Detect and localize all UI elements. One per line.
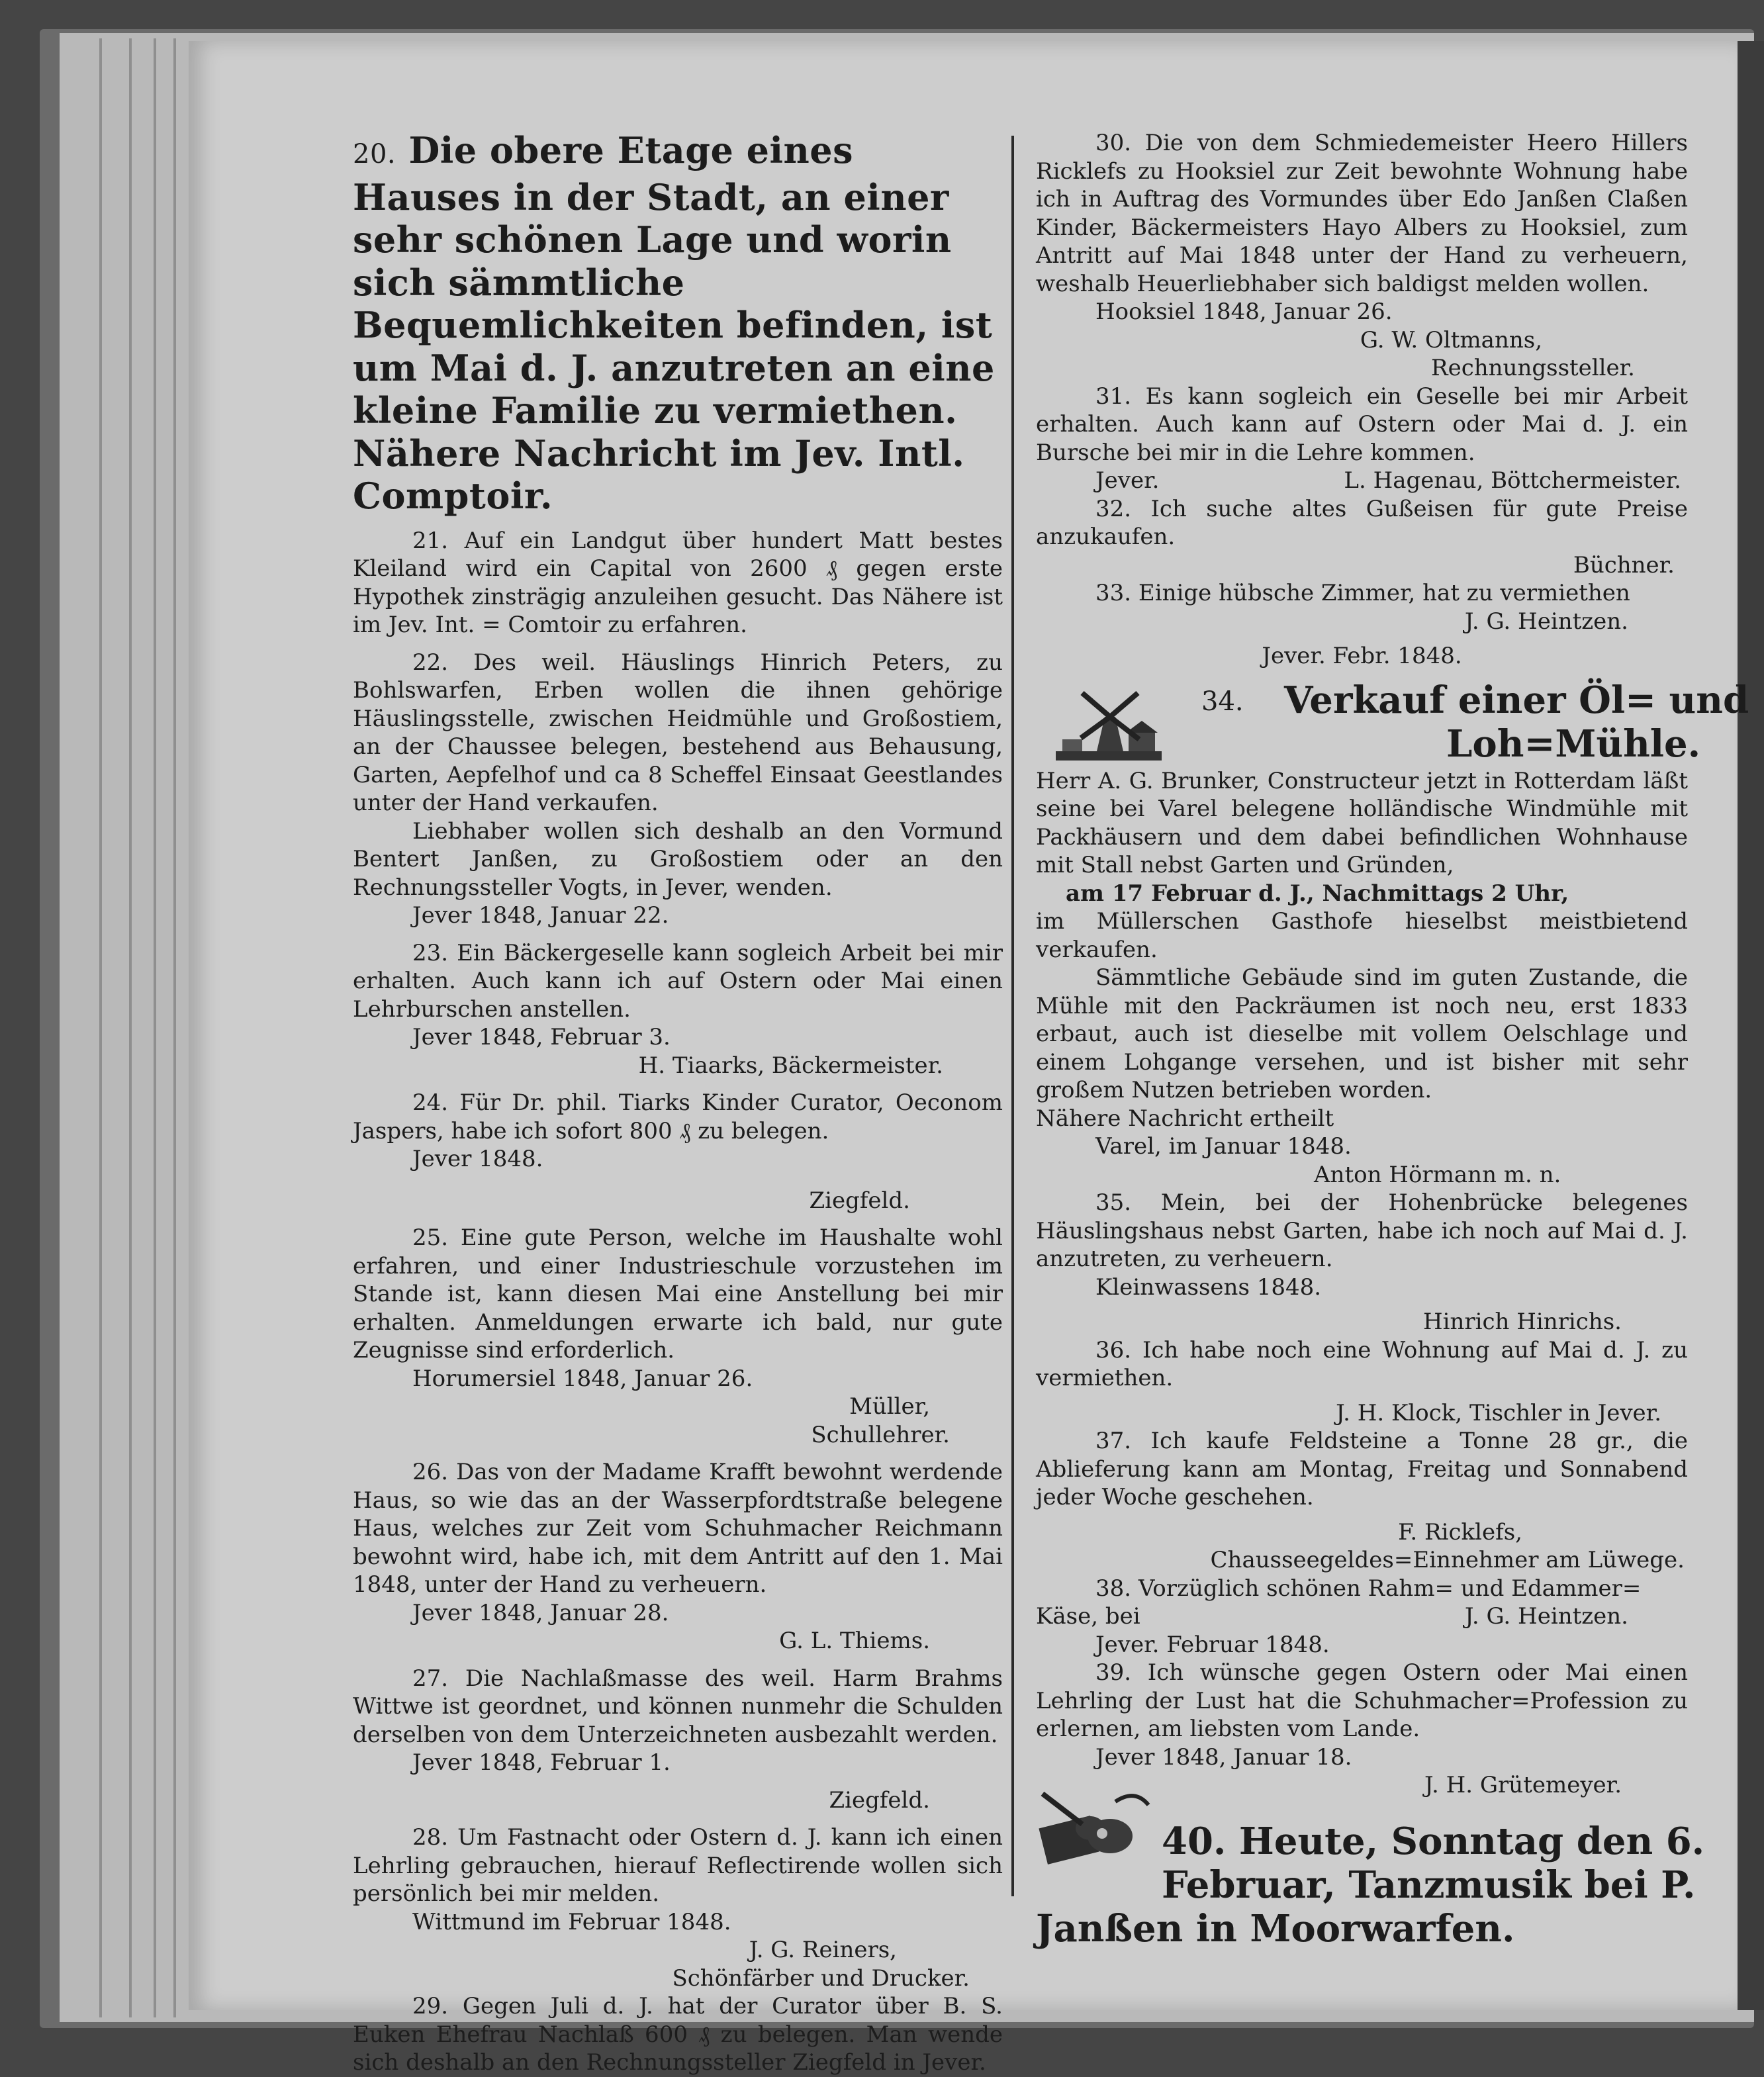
left-column (353, 129, 1003, 2077)
right-column (1036, 129, 1749, 1951)
ad-26-signature: G. L. Thiems. (779, 1628, 930, 1654)
book-spine (1738, 41, 1764, 2010)
ad-32-text: 32. Ich suche altes Gußeisen für gute Preise anzukaufen. (1036, 495, 1688, 550)
ad-22-date: Jever 1848, Januar 22. (412, 902, 669, 929)
ad-27-date: Jever 1848, Februar 1. (412, 1749, 671, 1776)
page-edge-line (154, 38, 156, 2017)
ad-32-signature: Büchner. (1573, 551, 1675, 578)
page-edge-line (99, 38, 102, 2017)
ad-23-signature: H. Tiaarks, Bäckermeister. (638, 1052, 943, 1079)
ad-24-text: 24. Für Dr. phil. Tiarks Kinder Curator, Oeconom Jaspers, habe ich sofort 800 ₰ zu belegen. (353, 1089, 1003, 1144)
mill-sail (1082, 693, 1110, 717)
ad-23-date: Jever 1848, Februar 3. (412, 1024, 671, 1050)
ad-34-text-b: im Müllerschen Gasthofe hieselbst meistbietend verkaufen. (1036, 908, 1688, 963)
ad-22-text2: Liebhaber wollen sich deshalb an den Vormund Bentert Janßen, zu Großostiem oder an den Rechnungssteller Vogts, in Jever, wenden. (353, 817, 1003, 901)
column-divider (1011, 136, 1014, 1896)
ad-34-signature: Anton Hörmann m. n. (1314, 1161, 1561, 1188)
ad-34-heading2: Loh=Mühle. (1446, 721, 1701, 766)
ad-38-signature: J. G. Heintzen. (1464, 1603, 1628, 1630)
ad-31-text: 31. Es kann sogleich ein Geselle bei mir Arbeit erhalten. Auch kann auf Ostern oder Mai d. J. ein Bursche bei mir in die Lehre kommen. (1036, 383, 1688, 466)
page-edge-line (129, 38, 132, 2017)
ad-30-text: 30. Die von dem Schmiedemeister Heero Hillers Ricklefs zu Hooksiel zur Zeit bewohnte Wohnung habe ich in Auftrag des Vormundes über Edo Janßen Claßen Kinder, Bäckermeisters Hayo Albers zu Hooksiel, zum Antritt auf Mai 1848 unter der Hand zu verheuern, weshalb Heuerliebhaber sich baldigst melden wollen. (1036, 130, 1688, 297)
ad-28-signature2: Schönfärber und Drucker. (672, 1964, 970, 1992)
ad-25-signature: Müller, (849, 1393, 930, 1420)
ad-34-auction-date: am 17 Februar d. J., Nachmittags 2 Uhr, (1066, 880, 1569, 907)
ad-24-signature: Ziegfeld. (809, 1187, 910, 1214)
ad-33-date: Jever. Febr. 1848. (1262, 643, 1462, 669)
ad-36-text: 36. Ich habe noch eine Wohnung auf Mai d. J. zu vermiethen. (1036, 1336, 1688, 1391)
ad-39-date: Jever 1848, Januar 18. (1095, 1743, 1352, 1771)
page-edge-line (173, 38, 176, 2017)
ad-21-text: 21. Auf ein Landgut über hundert Matt bestes Kleiland wird ein Capital von 2600 ₰ gegen erste Hypothek zinsträgig anzuleihen gesucht. Das Nähere ist im Jev. Int. = Comtoir zu erfahren. (353, 527, 1003, 638)
ad-29-text: 29. Gegen Juli d. J. hat der Curator über B. S. Euken Ehefrau Nachlaß 600 ₰ zu belegen. Man wende sich deshalb an den Rechnungssteller Ziegfeld in Jever. (353, 1993, 1003, 2076)
ad-37-signature: F. Ricklefs, (1398, 1518, 1522, 1546)
ad-28-signature: J. G. Reiners, (749, 1937, 897, 1963)
ad-22-text: 22. Des weil. Häuslings Hinrich Peters, zu Bohlswarfen, Erben wollen die ihnen gehörige Häuslingsstelle, zwischen Heidmühle und Großostiem, an der Chaussee belegen, bestehend aus Behausung, Garten, Aepfelhof und ca 8 Scheffel Einsaat Geestlandes unter der Hand verkaufen. (353, 649, 1003, 816)
ad-39-text: 39. Ich wünsche gegen Ostern oder Mai einen Lehrling der Lust hat die Schuhmacher=Profession zu erlernen, am liebsten vom Lande. (1036, 1659, 1688, 1742)
ground (1056, 751, 1162, 761)
ad-31-footer (1036, 467, 1688, 495)
ad-39-signature: J. H. Grütemeyer. (1424, 1772, 1622, 1798)
ad-40-line1: 40. Heute, Sonntag den 6. (1162, 1819, 1705, 1863)
ad-38-text-b: Käse, bei (1036, 1603, 1140, 1630)
ad-36-signature: J. H. Klock, Tischler in Jever. (1336, 1399, 1661, 1426)
ad-34-text3: Nähere Nachricht ertheilt (1036, 1105, 1334, 1132)
ad-25-signature2: Schullehrer. (811, 1421, 950, 1448)
ad-35-signature: Hinrich Hinrichs. (1422, 1309, 1622, 1335)
mill-sail (1110, 693, 1138, 717)
ad-35-text: 35. Mein, bei der Hohenbrücke belegenes Häuslingshaus nebst Garten, habe ich noch auf Mai d. J. anzutreten, zu verheuern. (1036, 1189, 1688, 1272)
ad-34-text: Herr A. G. Brunker, Constructeur jetzt in Rotterdam läßt seine bei Varel belegene holländische Windmühle mit Packhäusern und dem dabei befindlichen Wohnhause mit Stall nebst Garten und Gründen, (1036, 767, 1688, 878)
ad-38-text: 38. Vorzüglich schönen Rahm= und Edammer= (1095, 1575, 1642, 1602)
ad-31-signature: L. Hagenau, Böttchermeister. (1344, 467, 1681, 494)
windmill-illustration (1056, 690, 1162, 762)
ad-24-date: Jever 1848. (412, 1146, 543, 1172)
guitar-soundhole (1097, 1828, 1107, 1839)
ad-27-text: 27. Die Nachlaßmasse des weil. Harm Brahms Wittwe ist geordnet, und können nunmehr die Schulden derselben von dem Unterzeichneten ausbezahlt werden. (353, 1665, 1003, 1748)
ad-38-footer (1036, 1602, 1688, 1631)
ad-30-signature: G. W. Oltmanns, (1360, 326, 1542, 353)
ad-37-signature2: Chausseegeldes=Einnehmer am Lüwege. (1210, 1547, 1685, 1573)
guitar-illustration (1036, 1782, 1155, 1868)
ad-33-text: 33. Einige hübsche Zimmer, hat zu vermiethen (1095, 580, 1630, 606)
ad-40-line3: Janßen in Moorwarfen. (1036, 1906, 1515, 1951)
ad-20-number: 20. (353, 139, 396, 169)
ad-31-place: Jever. (1095, 467, 1160, 494)
ad-34-heading1: Verkauf einer Öl= und (1284, 678, 1749, 722)
ad-30-date: Hooksiel 1848, Januar 26. (1095, 299, 1393, 325)
ad-34-text2: Sämmtliche Gebäude sind im guten Zustande, die Mühle mit den Packräumen ist noch neu, erst 1833 erbaut, auch ist dieselbe mit vollem Oelschlage und einem Lohgange versehen, und ist bisher mit sehr großem Nutzen betrieben worden. (1036, 964, 1688, 1103)
ad-34-date: Varel, im Januar 1848. (1095, 1133, 1352, 1160)
ad-26-date: Jever 1848, Januar 28. (412, 1599, 669, 1626)
ad-33-signature: J. G. Heintzen. (1464, 608, 1628, 635)
ad-28-text: 28. Um Fastnacht oder Ostern d. J. kann ich einen Lehrling gebrauchen, hierauf Reflectirende wollen sich persönlich bei mir melden. (353, 1824, 1003, 1907)
ad-37-text: 37. Ich kaufe Feldsteine a Tonne 28 gr., die Ablieferung kann am Montag, Freitag und Sonnabend jeder Woche geschehen. (1036, 1428, 1688, 1510)
ad-34-number: 34. (1201, 686, 1244, 717)
ad-38-date: Jever. Februar 1848. (1095, 1631, 1330, 1658)
ad-25-text: 25. Eine gute Person, welche im Haushalte wohl erfahren, und einer Industrieschule vorzustehen im Stande ist, kann diesen Mai eine Anstellung bei mir erhalten. Anmeldungen erwarte ich bald, nur gute Zeugnisse sind erforderlich. (353, 1224, 1003, 1363)
ad-25-date: Horumersiel 1848, Januar 26. (412, 1365, 753, 1392)
ad-40-line2: Februar, Tanzmusik bei P. (1162, 1863, 1696, 1907)
ad-20-text: Die obere Etage eines Hauses in der Stadt, an einer sehr schönen Lage und worin sich sämmtliche Bequemlichkeiten befinden, ist um Mai d. J. anzutreten an eine kleine Familie zu vermiethen. Nähere Nachricht im Jev. Intl. Comptoir. (353, 129, 995, 517)
ad-27-signature: Ziegfeld. (829, 1786, 930, 1814)
ad-30-signature2: Rechnungssteller. (1431, 355, 1635, 381)
ad-26-text: 26. Das von der Madame Krafft bewohnt werdende Haus, so wie das an der Wasserpfordtstraße belegene Haus, welches zur Zeit vom Schuhmacher Reichmann bewohnt wird, habe ich, mit dem Antritt auf den 1. Mai 1848, unter der Hand zu verheuern. (353, 1459, 1003, 1598)
guitar-neck (1043, 1794, 1082, 1824)
shed (1062, 739, 1082, 751)
ad-23-text: 23. Ein Bäckergeselle kann sogleich Arbeit bei mir erhalten. Auch kann ich auf Ostern oder Mai einen Lehrburschen anstellen. (353, 939, 1003, 1023)
ad-28-date: Wittmund im Februar 1848. (412, 1908, 731, 1935)
ribbon (1115, 1796, 1148, 1805)
ad-20 (353, 129, 1003, 518)
ad-35-date: Kleinwassens 1848. (1095, 1273, 1322, 1301)
